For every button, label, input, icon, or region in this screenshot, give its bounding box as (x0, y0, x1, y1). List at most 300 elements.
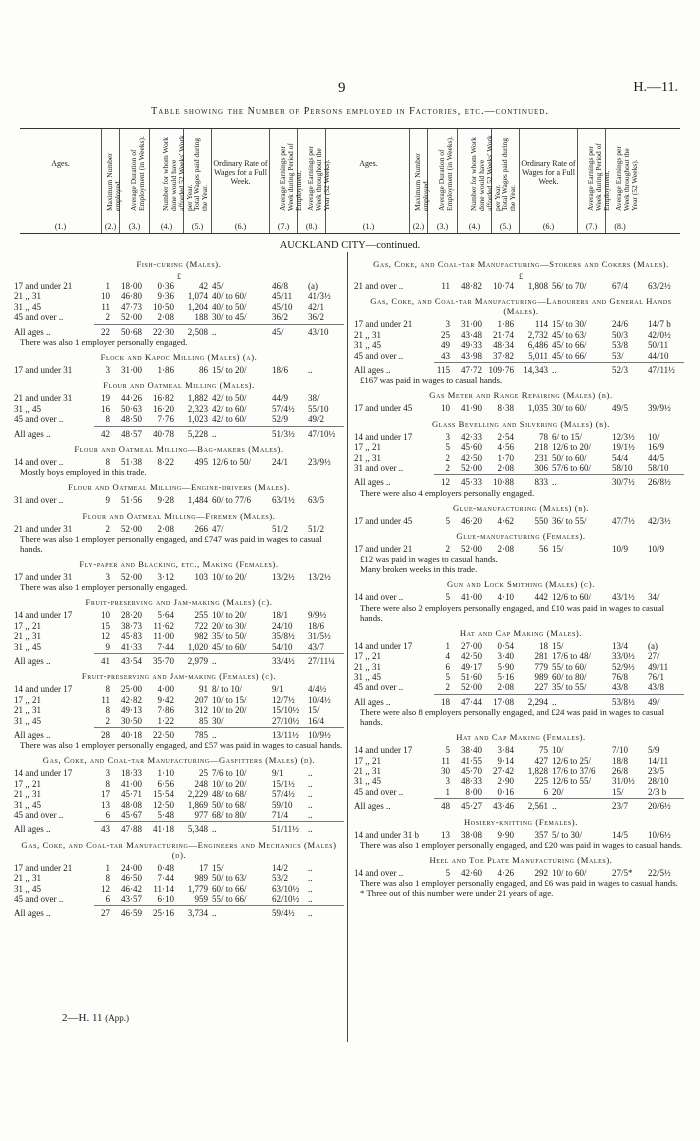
table-cell: 46·59 (121, 908, 142, 919)
table-cell: 5 (445, 442, 450, 453)
table-cell: 21 ,, 31 (14, 789, 41, 800)
table-cell: 42·33 (461, 431, 482, 442)
table-cell: 18 (539, 640, 548, 651)
table-cell: 1,484 (187, 495, 208, 506)
table-row (14, 393, 344, 403)
section-title: Heel and Toe Plate Manufacturing (Males). (429, 854, 613, 865)
table-cell: 45·67 (121, 809, 142, 820)
table-cell: 306 (534, 462, 548, 473)
table-cell: 17 and under 21 (354, 544, 413, 555)
table-cell: 53/2 (272, 873, 289, 884)
table-cell: 33/4½ (272, 656, 295, 667)
table-cell: 312 (194, 705, 208, 716)
table-cell: 5·90 (497, 661, 514, 672)
table-cell: 28/10 (648, 776, 669, 787)
table-cell: 11 (441, 755, 450, 766)
table-cell: 36/ to 55/ (552, 515, 587, 526)
table-cell: 43/10 (308, 326, 329, 337)
table-cell: 550 (534, 515, 548, 526)
table-cell: 8·38 (497, 403, 514, 414)
table-cell: 2 (445, 452, 450, 463)
table-cell: 52·00 (121, 312, 142, 323)
table-cell: 51·60 (461, 672, 482, 683)
table-title: Table showing the Number of Persons employed in Factories, etc.—continued. (151, 106, 549, 117)
table-cell: 76/8 (612, 672, 629, 683)
table-cell: 60/ to 66/ (212, 883, 247, 894)
table-row (14, 524, 344, 534)
table-cell: 49/ (648, 696, 660, 707)
table-cell: 1,023 (187, 414, 208, 425)
table-cell: 31 ,, 45 (354, 672, 381, 683)
table-row (354, 319, 688, 329)
table-cell: 28·20 (121, 610, 142, 621)
table-row (14, 365, 344, 375)
table-cell: (a) (648, 640, 658, 651)
table-cell: 4·10 (497, 592, 514, 603)
table-cell: 1,808 (527, 281, 548, 291)
table-row (354, 403, 688, 413)
table-cell: 38·40 (461, 745, 482, 756)
table-cell: 45·33 (461, 477, 482, 488)
section-title: Fly-paper and Blacking, etc., Making (Females). (79, 559, 279, 570)
column-header (270, 129, 303, 233)
table-cell: 51/3½ (272, 428, 295, 439)
column-header (520, 129, 578, 233)
table-cell: 13/2½ (272, 572, 295, 583)
table-cell: 6·56 (157, 778, 174, 789)
table-cell: 21 and under 31 (14, 523, 73, 534)
table-cell: 3 (445, 319, 450, 330)
table-cell: 3,734 (187, 908, 208, 919)
table-cell: 14 and under 17 (354, 431, 413, 442)
table-cell: 40·78 (153, 428, 174, 439)
table-cell: 57/4½ (272, 789, 295, 800)
table-cell: 21 and under 31 (14, 393, 73, 404)
table-cell: 2,561 (527, 801, 548, 812)
table-cell: 1 (105, 281, 110, 291)
column-header-label: Average Earnings per Week during Period of Employment. (277, 143, 303, 211)
column-header (102, 129, 120, 233)
table-cell: 41·90 (461, 403, 482, 414)
column-header (184, 129, 212, 233)
column-header-number: (8.) (305, 222, 318, 231)
table-cell: 2/3 b (648, 786, 667, 797)
table-cell: 10 (441, 403, 450, 414)
table-total-row (354, 477, 688, 487)
table-cell: 63/2½ (648, 281, 671, 291)
column-header-label: Ordinary Rate of Wages for a Full Week. (213, 159, 268, 186)
table-cell: 31 ,, 45 (354, 776, 381, 787)
table-cell: 15/ (552, 544, 564, 555)
table-section (14, 259, 344, 347)
table-row (354, 756, 688, 766)
table-cell: 31/5½ (308, 631, 331, 642)
section-note: There was also 1 employer personally engaged, and £747 was paid in wages to casual hands. (20, 534, 322, 555)
table-cell: 357 (534, 829, 548, 840)
table-section (14, 511, 344, 554)
table-row (354, 766, 688, 776)
table-cell: .. (308, 364, 313, 375)
document-reference: H.—11. (633, 80, 678, 95)
table-cell: 42 (199, 281, 208, 291)
table-cell: 977 (194, 809, 208, 820)
column-header-number: (1.) (362, 222, 375, 231)
section-note: £12 was paid in wages to casual hands. (360, 554, 498, 565)
table-row (14, 810, 344, 820)
table-cell: 19 (101, 393, 110, 404)
table-cell: 15/ to 20/ (212, 364, 247, 375)
table-cell: 785 (194, 729, 208, 740)
table-cell: 2·54 (497, 431, 514, 442)
section-title: Flour and Oatmeal Milling—Bag-makers (Males). (74, 443, 284, 454)
table-cell: 43 (101, 824, 110, 835)
table-row (354, 776, 688, 786)
table-row (14, 414, 344, 424)
table-cell: 40/ to 60/ (212, 291, 247, 302)
table-cell: .. (212, 729, 217, 740)
table-cell: 21 ,, 31 (354, 452, 381, 463)
table-cell: 53/8 (612, 340, 629, 351)
column-divider (347, 252, 348, 1042)
table-cell: 2 (105, 312, 110, 323)
table-row (14, 404, 344, 414)
table-cell: 45/ (272, 326, 284, 337)
table-cell: .. (308, 893, 313, 904)
table-cell: All ages .. (14, 824, 51, 835)
table-cell: 14 and over .. (354, 592, 404, 603)
table-cell: 15·54 (153, 789, 174, 800)
table-cell: 442 (534, 592, 548, 603)
table-cell: 8·22 (157, 456, 174, 467)
table-cell: 25·16 (153, 908, 174, 919)
table-cell: 30/ to 60/ (552, 403, 587, 414)
table-cell: 1,828 (527, 765, 548, 776)
table-cell: 38·08 (461, 829, 482, 840)
table-total-row (14, 824, 344, 834)
table-cell: .. (212, 824, 217, 835)
table-cell: 16 (101, 403, 110, 414)
table-row (354, 651, 688, 661)
column-header-number: (4.) (160, 222, 173, 231)
table-section (354, 855, 688, 898)
table-cell: 63/10½ (272, 883, 300, 894)
table-cell: 10/9 (612, 544, 629, 555)
table-cell: 17 (101, 789, 110, 800)
table-cell: 30/ (212, 715, 224, 726)
table-cell: 24/1 (272, 456, 289, 467)
table-row (354, 662, 688, 672)
table-cell: 62/10½ (272, 893, 300, 904)
table-cell: 13 (441, 829, 450, 840)
table-cell: 7·76 (157, 414, 174, 425)
table-section (14, 444, 344, 477)
table-cell: 3 (105, 572, 110, 583)
table-cell: 34/ (648, 592, 660, 603)
table-row (14, 716, 344, 726)
table-cell: 14/7 b (648, 319, 671, 330)
table-row (14, 705, 344, 715)
currency-symbol: £ (519, 272, 523, 281)
table-cell: 27·00 (461, 640, 482, 651)
table-cell: 7·44 (157, 873, 174, 884)
table-cell: 20/6½ (648, 801, 671, 812)
table-cell: 26/8 (612, 765, 629, 776)
column-header-number: (3.) (128, 222, 141, 231)
table-cell: 10 (101, 291, 110, 302)
table-cell: .. (308, 908, 313, 919)
page-number: 9 (338, 80, 346, 96)
table-cell: .. (308, 883, 313, 894)
table-cell: 9·90 (497, 829, 514, 840)
column-header-label: Total Wages paid during the Year. (191, 137, 209, 211)
table-section (354, 296, 688, 385)
table-cell: 48·34 (493, 340, 514, 351)
table-cell: 30/7½ (612, 477, 635, 488)
table-cell: 1·86 (157, 364, 174, 375)
table-cell: 6 (543, 786, 548, 797)
table-row (14, 684, 344, 694)
table-cell: 207 (194, 694, 208, 705)
table-cell: 12 (101, 631, 110, 642)
table-cell: 45/ (212, 281, 224, 291)
table-row (14, 312, 344, 322)
table-cell: 38/ (308, 393, 320, 404)
table-row (14, 572, 344, 582)
table-cell: 17 and under 45 (354, 403, 413, 414)
table-section (14, 559, 344, 592)
table-cell: 31·00 (121, 364, 142, 375)
table-cell: 42/ to 60/ (212, 403, 247, 414)
table-cell: 12/6 to 20/ (552, 442, 592, 453)
table-cell: 10/ (648, 431, 660, 442)
table-row (354, 351, 688, 361)
column-header-number: (4.) (468, 222, 481, 231)
column-header-label: Maximum Number employed. (104, 153, 122, 211)
table-cell: 23/9½ (308, 456, 331, 467)
table-cell: 2 (105, 715, 110, 726)
table-cell: 6/ to 15/ (552, 431, 583, 442)
column-header-number: (5.) (499, 222, 512, 231)
table-cell: 52·00 (461, 462, 482, 473)
table-cell: 11 (101, 694, 110, 705)
table-cell: 2 (445, 682, 450, 693)
table-cell: 2 (445, 544, 450, 555)
table-cell: 45 and over .. (14, 809, 64, 820)
table-cell: 989 (194, 873, 208, 884)
table-cell: 56 (539, 544, 548, 555)
table-cell: 75 (539, 745, 548, 756)
table-cell: 52/9½ (612, 661, 635, 672)
table-cell: 23/7 (612, 801, 629, 812)
table-cell: 15 (101, 620, 110, 631)
table-cell: 1,882 (187, 393, 208, 404)
table-cell: .. (552, 801, 557, 812)
table-cell: 46·80 (121, 291, 142, 302)
table-cell: 31 ,, 45 (14, 641, 41, 652)
table-cell: 60/ to 77/6 (212, 495, 252, 506)
table-cell: 78 (539, 431, 548, 442)
table-cell: 12/6 to 55/ (552, 776, 592, 787)
table-row (14, 457, 344, 467)
table-cell: 25 (199, 768, 208, 779)
table-cell: 14/11 (648, 755, 669, 766)
table-cell: 3 (105, 364, 110, 375)
table-cell: 9/1 (272, 768, 284, 779)
table-cell: 21 ,, 31 (14, 291, 41, 302)
table-cell: 52/3 (612, 364, 629, 375)
table-cell: 52·00 (461, 544, 482, 555)
table-cell: 50/11 (648, 340, 669, 351)
table-cell: 9·42 (157, 694, 174, 705)
table-cell: 16·20 (153, 403, 174, 414)
table-row (14, 863, 344, 873)
table-row (354, 592, 688, 602)
table-cell: 115 (436, 364, 450, 375)
table-section (354, 419, 688, 498)
table-cell: 43/8 (612, 682, 629, 693)
table-cell: 43 (441, 350, 450, 361)
table-row (354, 432, 688, 442)
table-cell: 15/10½ (272, 705, 300, 716)
table-section (354, 579, 688, 622)
table-cell: 67/4 (612, 281, 629, 291)
table-cell: 10/6½ (648, 829, 671, 840)
table-total-row (14, 908, 344, 918)
table-cell: 48/ to 68/ (212, 789, 247, 800)
table-cell: .. (552, 696, 557, 707)
table-cell: 21 ,, 31 (14, 873, 41, 884)
table-cell: 40·18 (121, 729, 142, 740)
table-row (354, 340, 688, 350)
table-cell: .. (308, 824, 313, 835)
table-cell: 45·60 (461, 442, 482, 453)
table-cell: 17 and under 31 (14, 572, 73, 583)
table-row (354, 830, 688, 840)
city-heading: AUCKLAND CITY—continued. (279, 240, 421, 251)
table-cell: 255 (194, 610, 208, 621)
table-cell: 21 ,, 31 (354, 661, 381, 672)
table-cell: .. (308, 862, 313, 873)
table-cell: 31 and over .. (14, 495, 64, 506)
table-cell: 12 (441, 477, 450, 488)
table-cell: 281 (534, 651, 548, 662)
table-cell: 48·33 (461, 776, 482, 787)
table-cell: 21 ,, 31 (354, 765, 381, 776)
table-cell: 56/ to 70/ (552, 281, 587, 291)
table-row (14, 610, 344, 620)
table-cell: 12/3½ (612, 431, 635, 442)
table-cell: 12/6 to 50/ (212, 456, 252, 467)
section-title: Hat and Cap Making (Females). (456, 732, 586, 743)
table-cell: .. (552, 477, 557, 488)
table-cell: 5 (445, 672, 450, 683)
column-header (150, 129, 194, 233)
table-cell: 50/3 (612, 329, 629, 340)
table-cell: 9·28 (157, 495, 174, 506)
table-cell: 45 and over .. (14, 414, 64, 425)
table-row (14, 642, 344, 652)
table-cell: 1,869 (187, 799, 208, 810)
table-cell: 10/9 (648, 544, 665, 555)
table-cell: 17/6 to 48/ (552, 651, 592, 662)
table-cell: 46/8 (272, 281, 289, 291)
table-cell: 4·56 (497, 442, 514, 453)
table-cell: 3·40 (497, 651, 514, 662)
table-cell: 14 and under 17 (14, 768, 73, 779)
table-cell: 6·10 (157, 893, 174, 904)
table-cell: 41·55 (461, 755, 482, 766)
table-cell: 52·00 (461, 682, 482, 693)
table-cell: All ages .. (14, 428, 51, 439)
table-section (354, 503, 688, 526)
table-cell: 42·50 (461, 651, 482, 662)
table-cell: 7/6 to 10/ (212, 768, 247, 779)
table-cell: 42·60 (461, 867, 482, 878)
table-cell: 48·08 (121, 799, 142, 810)
table-cell: 17/6 to 37/6 (552, 765, 596, 776)
table-cell: All ages .. (354, 696, 391, 707)
table-cell: 2·08 (157, 523, 174, 534)
table-cell: 45/ to 63/ (552, 329, 587, 340)
table-cell: 14,343 (523, 364, 548, 375)
table-cell: 10/ to 20/ (212, 778, 247, 789)
table-cell: 722 (194, 620, 208, 631)
table-section (14, 482, 344, 505)
column-header-label: Average Duration of Employment (in Weeks). (436, 136, 454, 211)
table-section (354, 259, 688, 291)
table-cell: 28 (101, 729, 110, 740)
table-cell: 0·48 (157, 862, 174, 873)
table-cell: 2,229 (187, 789, 208, 800)
table-cell: 15/1½ (272, 778, 295, 789)
section-title: Glue-manufacturing (Males) (b). (452, 502, 590, 513)
table-cell: 31 ,, 45 (354, 340, 381, 351)
table-row (354, 330, 688, 340)
table-cell: 53/ (612, 350, 624, 361)
column-header-number: (7.) (585, 222, 598, 231)
footer-reference (62, 1012, 129, 1024)
table-total-row (14, 327, 344, 337)
column-header-number: (5.) (191, 222, 204, 231)
table-cell: All ages .. (354, 477, 391, 488)
table-cell: 50/ to 63/ (212, 873, 247, 884)
table-cell: 103 (194, 572, 208, 583)
column-header-label: Ages. (359, 159, 378, 168)
table-cell: 17 (199, 862, 208, 873)
table-row (14, 631, 344, 641)
table-cell: 21 ,, 31 (354, 329, 381, 340)
table-cell: 44·26 (121, 393, 142, 404)
table-cell: 25·00 (121, 684, 142, 695)
table-cell: 17 ,, 21 (14, 620, 41, 631)
right-column (354, 254, 688, 898)
table-cell: 45/10 (272, 301, 293, 312)
table-cell: 57/4½ (272, 403, 295, 414)
table-cell: 18·00 (121, 281, 142, 291)
table-row (354, 641, 688, 651)
footer-ref-main: 2—H. 11 (62, 1012, 103, 1024)
table-cell: 43·46 (493, 801, 514, 812)
table-cell: 11·14 (153, 883, 174, 894)
table-cell: 17 and under 31 (14, 364, 73, 375)
table-section (354, 531, 688, 574)
table-cell: 49·17 (461, 661, 482, 672)
table-cell: 5,011 (528, 350, 548, 361)
table-cell: 3·84 (497, 745, 514, 756)
table-cell: 30 (441, 765, 450, 776)
table-cell: 31/0½ (612, 776, 635, 787)
table-cell: 9/9½ (308, 610, 327, 621)
